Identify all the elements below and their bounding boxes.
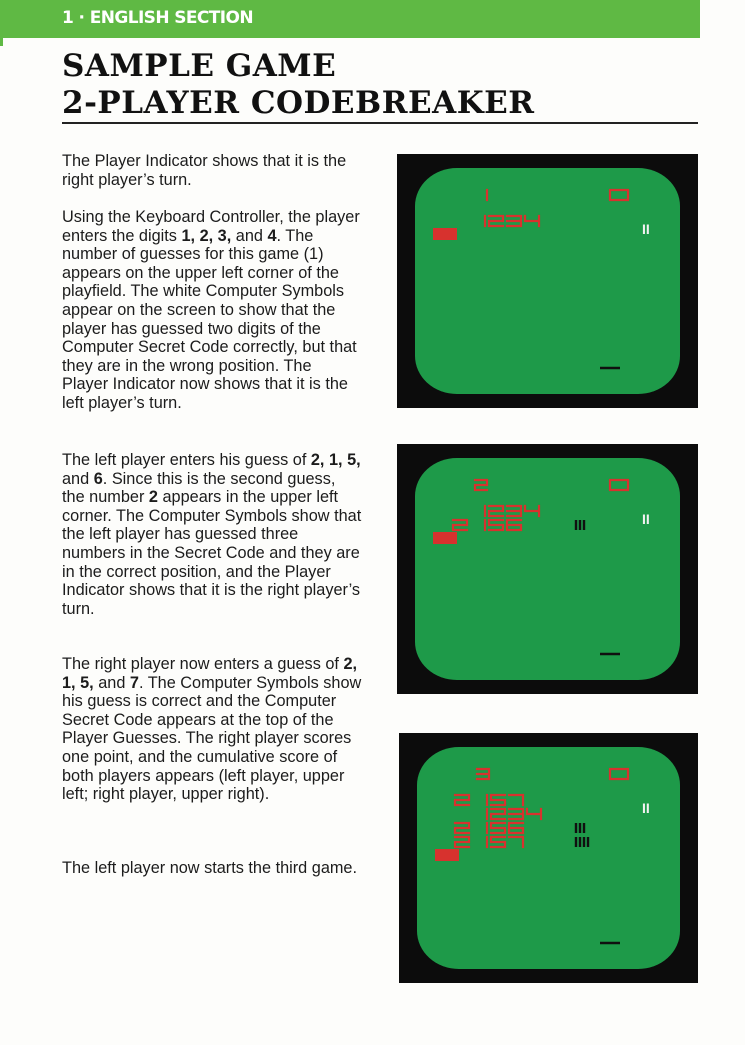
guess-digit: [455, 823, 469, 833]
guess-digit: [453, 520, 467, 530]
paragraph-second-guess: [62, 451, 362, 618]
guess-digit: [491, 809, 505, 819]
guess-digit: [489, 520, 503, 530]
game-screen-3: [399, 733, 698, 983]
emphasized-text: 2: [148, 488, 158, 507]
body-text: The Player Indicator shows that it is the right player’s turn.: [62, 152, 347, 189]
guess-digit: [491, 823, 505, 833]
playfield-graphics: [417, 747, 680, 969]
title-rule: [62, 122, 698, 124]
body-text: The right player now enters a guess of: [62, 655, 344, 673]
guess-digit: [509, 837, 523, 847]
game-screen-2: [397, 444, 698, 694]
guess-digit: [491, 795, 505, 805]
player-marker: II: [642, 800, 650, 816]
game-screen-1: [397, 154, 698, 408]
left-accent-rule: [0, 38, 3, 46]
playfield-graphics: [415, 168, 680, 394]
score-digit: [610, 769, 628, 779]
game-number-digit: [475, 480, 487, 490]
section-label: 1 · ENGLISH SECTION: [62, 8, 253, 28]
cursor-block: [435, 849, 459, 861]
body-text: and: [62, 469, 94, 488]
guess-digit: [507, 520, 521, 530]
guess-digit: [509, 823, 523, 833]
paragraph-player-indicator: [62, 152, 362, 189]
player-marker: II: [642, 221, 650, 237]
emphasized-text: 1, 2, 3,: [181, 226, 232, 245]
guess-digit: [525, 506, 539, 516]
body-text: The left player enters his guess of: [62, 451, 311, 469]
player-marker: II: [642, 511, 650, 527]
guess-digit: [525, 216, 539, 226]
body-text: . The Computer Symbols show his guess is correct and the Computer Secret Code appears at the top of the Player Guesses. The right player scores one point, and the cumulative score of both players appears (left player, upper left; right player, upper right).: [62, 673, 362, 804]
guess-digit: [455, 837, 469, 847]
paragraph-first-guess: [62, 208, 362, 413]
emphasized-text: 6: [93, 469, 103, 488]
cursor-block: [433, 532, 457, 544]
emphasized-text: 7: [129, 673, 139, 692]
body-text: Using the Keyboard Controller, the player enters the digits: [62, 208, 360, 245]
title-line-1: SAMPLE GAME: [62, 48, 337, 84]
guess-digit: [491, 837, 505, 847]
guess-digit: [527, 809, 541, 819]
paragraph-third-game: [62, 859, 362, 878]
guess-digit: [509, 809, 523, 819]
playfield: [415, 458, 680, 680]
body-text: . The number of guesses for this game (1) appears on the upper left corner of the playfield. The white Computer Symbols appear on the screen to show that the player has guessed two digits of the Computer Secret Code correctly, but that they are in the wrong position. The Player Indicator now shows that it is the left player’s turn.: [62, 226, 357, 412]
guess-digit: [509, 795, 523, 805]
guess-digit: [489, 506, 503, 516]
guess-digit: [489, 216, 503, 226]
playfield-graphics: [415, 458, 680, 680]
title-line-2: 2-PLAYER CODEBREAKER: [62, 85, 535, 121]
guess-digit: [507, 216, 521, 226]
emphasized-text: 2, 1, 5,: [310, 451, 361, 469]
body-text: . Since this is the second guess, the number: [62, 469, 336, 507]
body-text: and: [93, 673, 130, 692]
section-header-bar: [0, 0, 700, 38]
guess-digit: [507, 506, 521, 516]
page-title: [62, 48, 535, 122]
game-number-digit: [477, 769, 489, 779]
score-digit: [610, 480, 628, 490]
paragraph-third-guess: [62, 655, 362, 804]
playfield: [417, 747, 680, 969]
guess-digit: [455, 795, 469, 805]
body-text: and: [231, 226, 268, 245]
body-text: appears in the upper left corner. The Computer Symbols show that the left player has guessed three numbers in the Secret Code and they are in the correct position, and the Player Indicator shows that it is the right player’s turn.: [62, 488, 362, 618]
emphasized-text: 2, 1, 5,: [62, 655, 358, 692]
emphasized-text: 4: [267, 226, 277, 245]
playfield: [415, 168, 680, 394]
score-digit: [610, 190, 628, 200]
cursor-block: [433, 228, 457, 240]
body-text: The left player now starts the third game.: [62, 859, 358, 877]
